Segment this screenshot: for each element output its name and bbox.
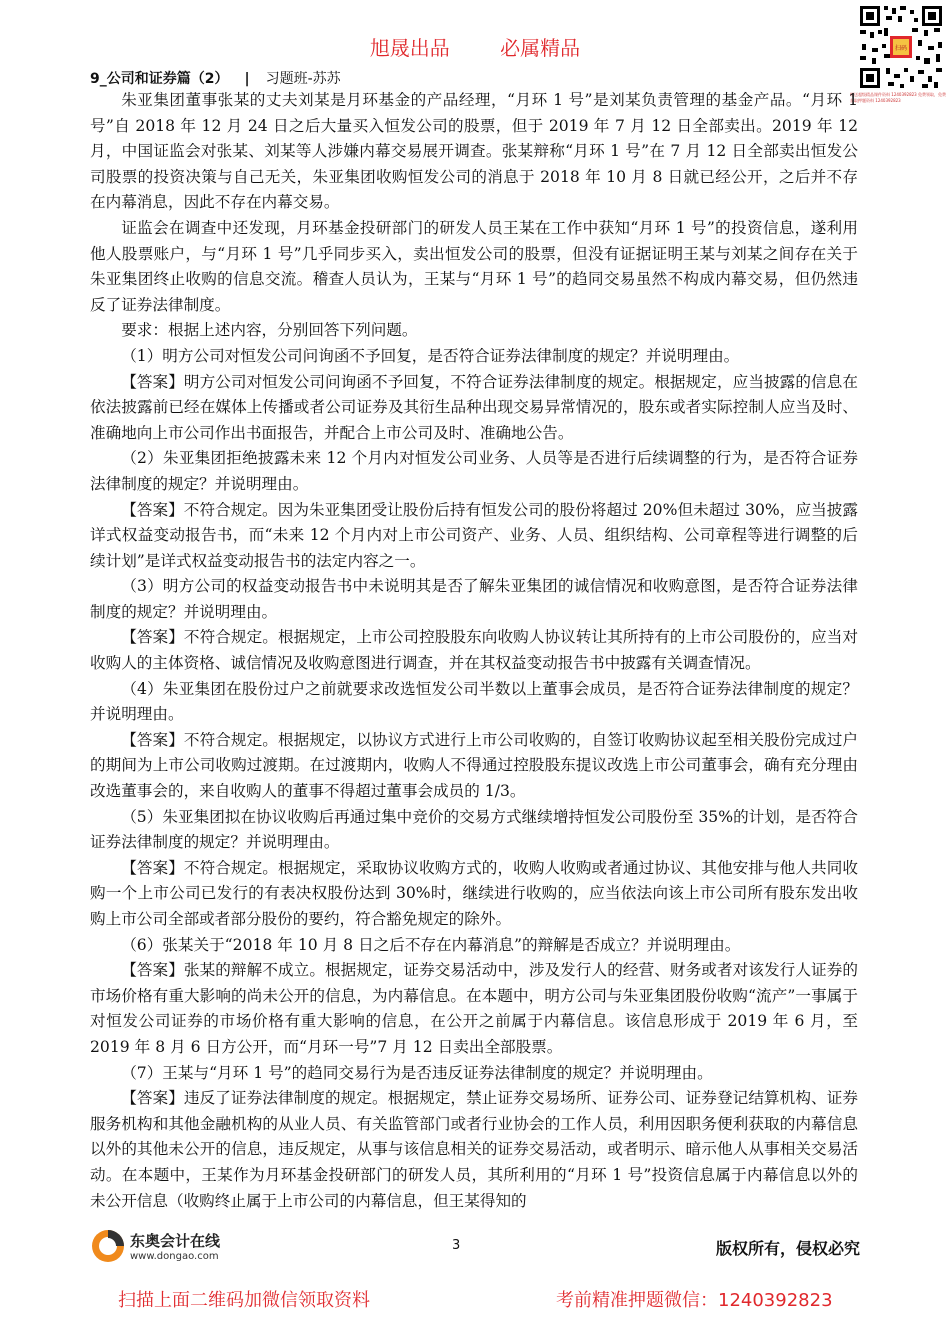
paragraph: 证监会在调查中还发现，月环基金投研部门的研发人员王某在工作中获知“月环 1 号”的投资信息，遂利用他人股票账户，与“月环 1 号”几乎同步买入，卖出恒发公司的股票，但没有证据证明王某与刘某之间存在关于朱亚集团终止收购的信息交流。稽查人员认为，王某与“月环 1 号”的趋同交易虽然不构成内幕交易，但仍然违反了证券法律制度。 — [90, 218, 858, 314]
question: （5）朱亚集团拟在协议收购后再通过集中竞价的交易方式继续增持恒发公司股份至 35%的计划，是否符合证券法律制度的规定？并说明理由。 — [90, 807, 858, 852]
logo-url: www.dongao.com — [130, 1251, 219, 1262]
bottom-left-promo: 扫描上面二维码加微信领取资料 — [118, 1290, 370, 1311]
question: （7）王某与“月环 1 号”的趋同交易行为是否违反证券法律制度的规定？并说明理由。 — [121, 1063, 713, 1082]
qr-center-label: 扫码 — [894, 45, 908, 52]
dongao-logo — [90, 1228, 220, 1264]
answer: 【答案】不符合规定。根据规定，采取协议收购方式的，收购人收购或者通过协议、其他安排与他人共同收购一个上市公司已发行的有表决权股份达到 30%时，继续进行收购的，应当依法向该上市公司所有股东发出收购上市公司全部或者部分股份的要约，符合豁免规定的除外。 — [90, 858, 858, 928]
top-banner — [0, 32, 950, 61]
answer: 【答案】违反了证券法律制度的规定。根据规定，禁止证券交易场所、证券公司、证券登记结算机构、证券服务机构和其他金融机构的从业人员、有关监管部门或者行业协会的工作人员，利用因职务便利获取的内幕信息以外的其他未公开的信息，违反规定，从事与该信息相关的证券交易活动，或者明示、暗示他人从事相关交易活动。在本题中，王某作为月环基金投研部门的研发人员，其所利用的“月环 1 号”投资信息属于内幕信息以外的未公开信息（收购终止属于上市公司的内幕信息，但王某得知的 — [90, 1089, 858, 1210]
answer: 【答案】不符合规定。因为朱亚集团受让股份后持有恒发公司的股份将超过 20%但未超过 30%，应当披露详式权益变动报告书，而“未来 12 个月内对上市公司资产、业务、人员、组织结构、公司章程等进行调整的后续计划”是详式权益变动报告书的法定内容之一。 — [90, 500, 858, 570]
document-header — [90, 68, 341, 88]
answer: 【答案】明方公司对恒发公司问询函不予回复，不符合证券法律制度的规定。根据规定，应当披露的信息在依法披露前已经在媒体上传播或者公司证券及其衍生品种出现交易异常情况的，股东或者实际控制人应当及时、准确地向上市公司作出书面报告，并配合上市公司及时、准确地公告。 — [90, 372, 858, 442]
answer: 【答案】不符合规定。根据规定，上市公司控股股东向收购人协议转让其所持有的上市公司股份的，应当对收购人的主体资格、诚信情况及收购意图进行调查，并在其权益变动报告书中披露有关调查情况。 — [90, 628, 858, 673]
question: （2）朱亚集团拒绝披露未来 12 个月内对恒发公司业务、人员等是否进行后续调整的行为，是否符合证券法律制度的规定？并说明理由。 — [90, 449, 858, 493]
course-title: 9_公司和证券篇（2） — [90, 71, 229, 87]
banner-left-text: 旭晟出品 — [369, 36, 450, 60]
bottom-right-promo: 考前精准押题微信：1240392823 — [556, 1290, 833, 1311]
qr-caption: 赠送超级精品课件资料 1240392823 免费领取，免费获取押题资料 1240392823 — [850, 92, 946, 103]
header-separator: | — [244, 71, 250, 87]
question: （6）张某关于“2018 年 10 月 8 日之后不存在内幕消息”的辩解是否成立？并说明理由。 — [121, 935, 741, 954]
question: （4）朱亚集团在股份过户之前就要求改选恒发公司半数以上董事会成员，是否符合证券法律制度的规定？并说明理由。 — [90, 679, 859, 724]
paragraph: 朱亚集团董事张某的丈夫刘某是月环基金的产品经理，“月环 1 号”是刘某负责管理的基金产品。“月环 1 号”自 2018 年 12 月 24 日之后大量买入恒发公司的股票，但于 2019 年 7 月 12 日全部卖出。2019 年 12 月，中国证监会对张某、刘某等人涉嫌内幕交易展开调查。张某辩称“月环 1 号”在 7 月 12 日全部卖出恒发公司股票的投资决策与自己无关，朱亚集团收购恒发公司的消息于 2018 年 10 月 8 日就已经公开，之后并不存在内幕消息，因此不存在内幕交易。 — [90, 91, 858, 212]
logo-name: 东奥会计在线 — [130, 1232, 221, 1250]
copyright-notice: 版权所有，侵权必究 — [715, 1239, 860, 1258]
class-name: 习题班-苏苏 — [265, 71, 341, 87]
paragraph: 要求：根据上述内容，分别回答下列问题。 — [121, 321, 418, 340]
dongao-logo-icon — [90, 1228, 126, 1264]
answer: 【答案】张某的辩解不成立。根据规定，证券交易活动中，涉及发行人的经营、财务或者对该发行人证券的市场价格有重大影响的尚未公开的信息，为内幕信息。在本题中，明方公司与朱亚集团股份收购“流产”一事属于对恒发公司证券的市场价格有重大影响的信息，在公开之前属于内幕信息。该信息形成于 2019 年 6 月，至 2019 年 8 月 6 日方公开，而“月环一号”7 月 12 日卖出全部股票。 — [90, 961, 858, 1056]
banner-right-text: 必属精品 — [500, 36, 581, 60]
answer: 【答案】不符合规定。根据规定，以协议方式进行上市公司收购的，自签订收购协议起至相关股份完成过户的期间为上市公司收购过渡期。在过渡期内，收购人不得通过控股股东提议改选上市公司董事会，确有充分理由改选董事会的，来自收购人的董事不得超过董事会成员的 1/3。 — [90, 730, 858, 801]
document-body — [90, 88, 858, 1214]
question: （3）明方公司的权益变动报告书中未说明其是否了解朱亚集团的诚信情况和收购意图，是否符合证券法律制度的规定？并说明理由。 — [90, 577, 859, 621]
question: （1）明方公司对恒发公司问询函不予回复，是否符合证券法律制度的规定？并说明理由。 — [121, 346, 740, 365]
page-number: 3 — [452, 1238, 461, 1253]
qr-code-icon — [858, 4, 944, 90]
page-footer — [90, 1228, 860, 1272]
